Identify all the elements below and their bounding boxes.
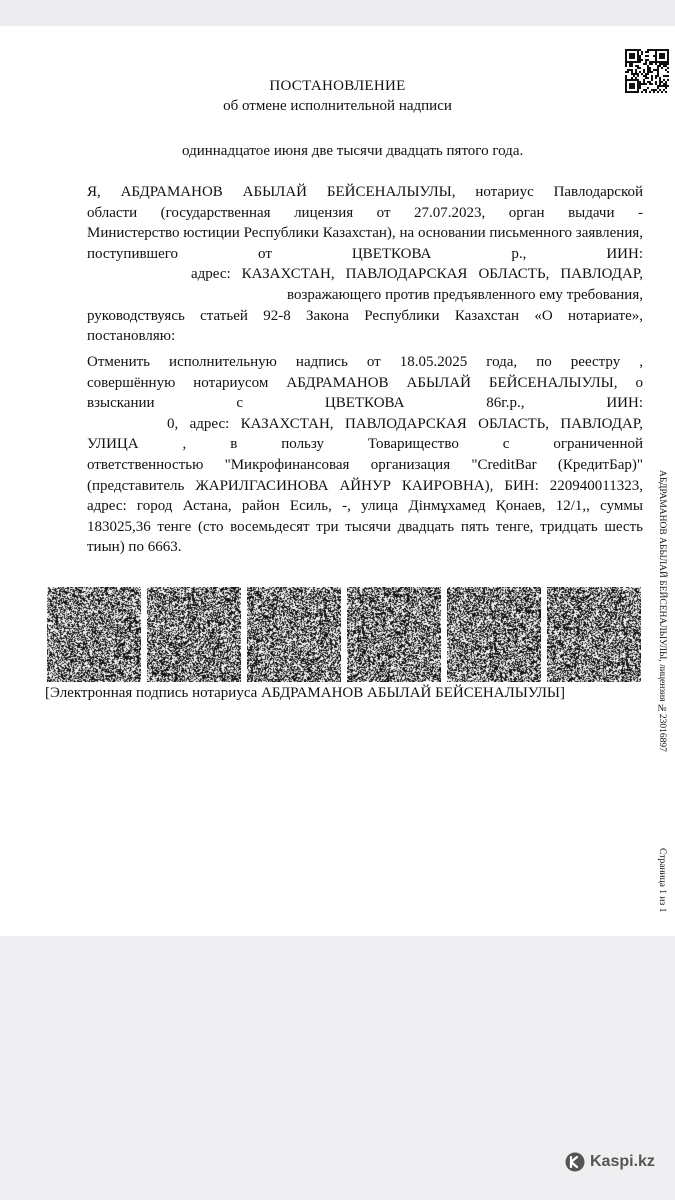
text-line: Отменить исполнительную надпись от 18.05.2025 года, по реестру , [87, 354, 643, 370]
text-line: (представитель ЖАРИЛГАСИНОВА АЙНУР КАИРОВНА), БИН: 220940011323, [87, 477, 643, 494]
text-line: тиын) по 6663. [87, 539, 182, 556]
kaspi-watermark [565, 1152, 655, 1172]
text-line: 183025,36 тенге (сто восемьдесят три тысячи двадцать пять тенге, тридцать шесть [87, 518, 643, 535]
signature-barcode [247, 587, 341, 682]
text-line: Министерство юстиции Республики Казахстан), на основании письменного заявления, [87, 225, 643, 242]
signature-barcode [147, 587, 241, 682]
text-line: Я, АБДРАМАНОВ АБЫЛАЙ БЕЙСЕНАЛЫУЛЫ, нотариус Павлодарской [87, 184, 643, 200]
text-line: адрес: КАЗАХСТАН, ПАВЛОДАРСКАЯ ОБЛАСТЬ, ПАВЛОДАР, [191, 266, 643, 283]
electronic-signature-codes [47, 587, 639, 682]
paragraph-notary [47, 182, 643, 347]
text-line: поступившего от ЦВЕТКОВА р., ИИН: [87, 245, 643, 262]
document-title: ПОСТАНОВЛЕНИЕ [269, 78, 406, 94]
text-line: взыскании с ЦВЕТКОВА 86г.р., ИИН: [87, 395, 643, 412]
side-page-number: Страница 1 из 1 [657, 848, 667, 913]
text-line: постановляю: [87, 328, 176, 345]
text-line: области (государственная лицензия от 27.07.2023, орган выдачи - [87, 204, 643, 221]
paragraph-resolution [47, 352, 643, 558]
document-subtitle: об отмене исполнительной надписи [223, 98, 452, 114]
signature-barcode [547, 587, 641, 682]
text-line: совершённую нотариусом АБДРАМАНОВ АБЫЛАЙ БЕЙСЕНАЛЫУЛЫ, о [87, 374, 643, 391]
text-line: УЛИЦА , в пользу Товарищество с ограниченной [87, 436, 643, 453]
text-line: 0, адрес: КАЗАХСТАН, ПАВЛОДАРСКАЯ ОБЛАСТЬ, ПАВЛОДАР, [167, 415, 643, 432]
signature-barcode [347, 587, 441, 682]
text-line: ответственностью "Микрофинансовая организация "CreditBar (КредитБар)" [87, 456, 643, 473]
side-license-text: АБДРАМАНОВ АБЫЛАЙ БЕЙСЕНАЛЫУЛЫ, лицензия №23016897 [657, 470, 667, 752]
date-line: одиннадцатое июня две тысячи двадцать пятого года. [182, 143, 524, 159]
text-line: руководствуясь статьей 92-8 Закона Республики Казахстан «О нотариате», [87, 307, 643, 324]
text-line: адрес: город Астана, район Есиль, -, улица Дінмұхамед Қонаев, 12/1,, суммы [87, 498, 643, 515]
signature-caption: [Электронная подпись нотариуса АБДРАМАНОВ АБЫЛАЙ БЕЙСЕНАЛЫУЛЫ] [45, 685, 566, 701]
signature-barcode [47, 587, 141, 682]
text-line: возражающего против предъявленного ему требования, [287, 286, 643, 303]
kaspi-logo-icon [565, 1152, 585, 1172]
signature-barcode [447, 587, 541, 682]
top-bar [0, 0, 675, 27]
kaspi-brand-text: Kaspi.kz [590, 1153, 655, 1170]
